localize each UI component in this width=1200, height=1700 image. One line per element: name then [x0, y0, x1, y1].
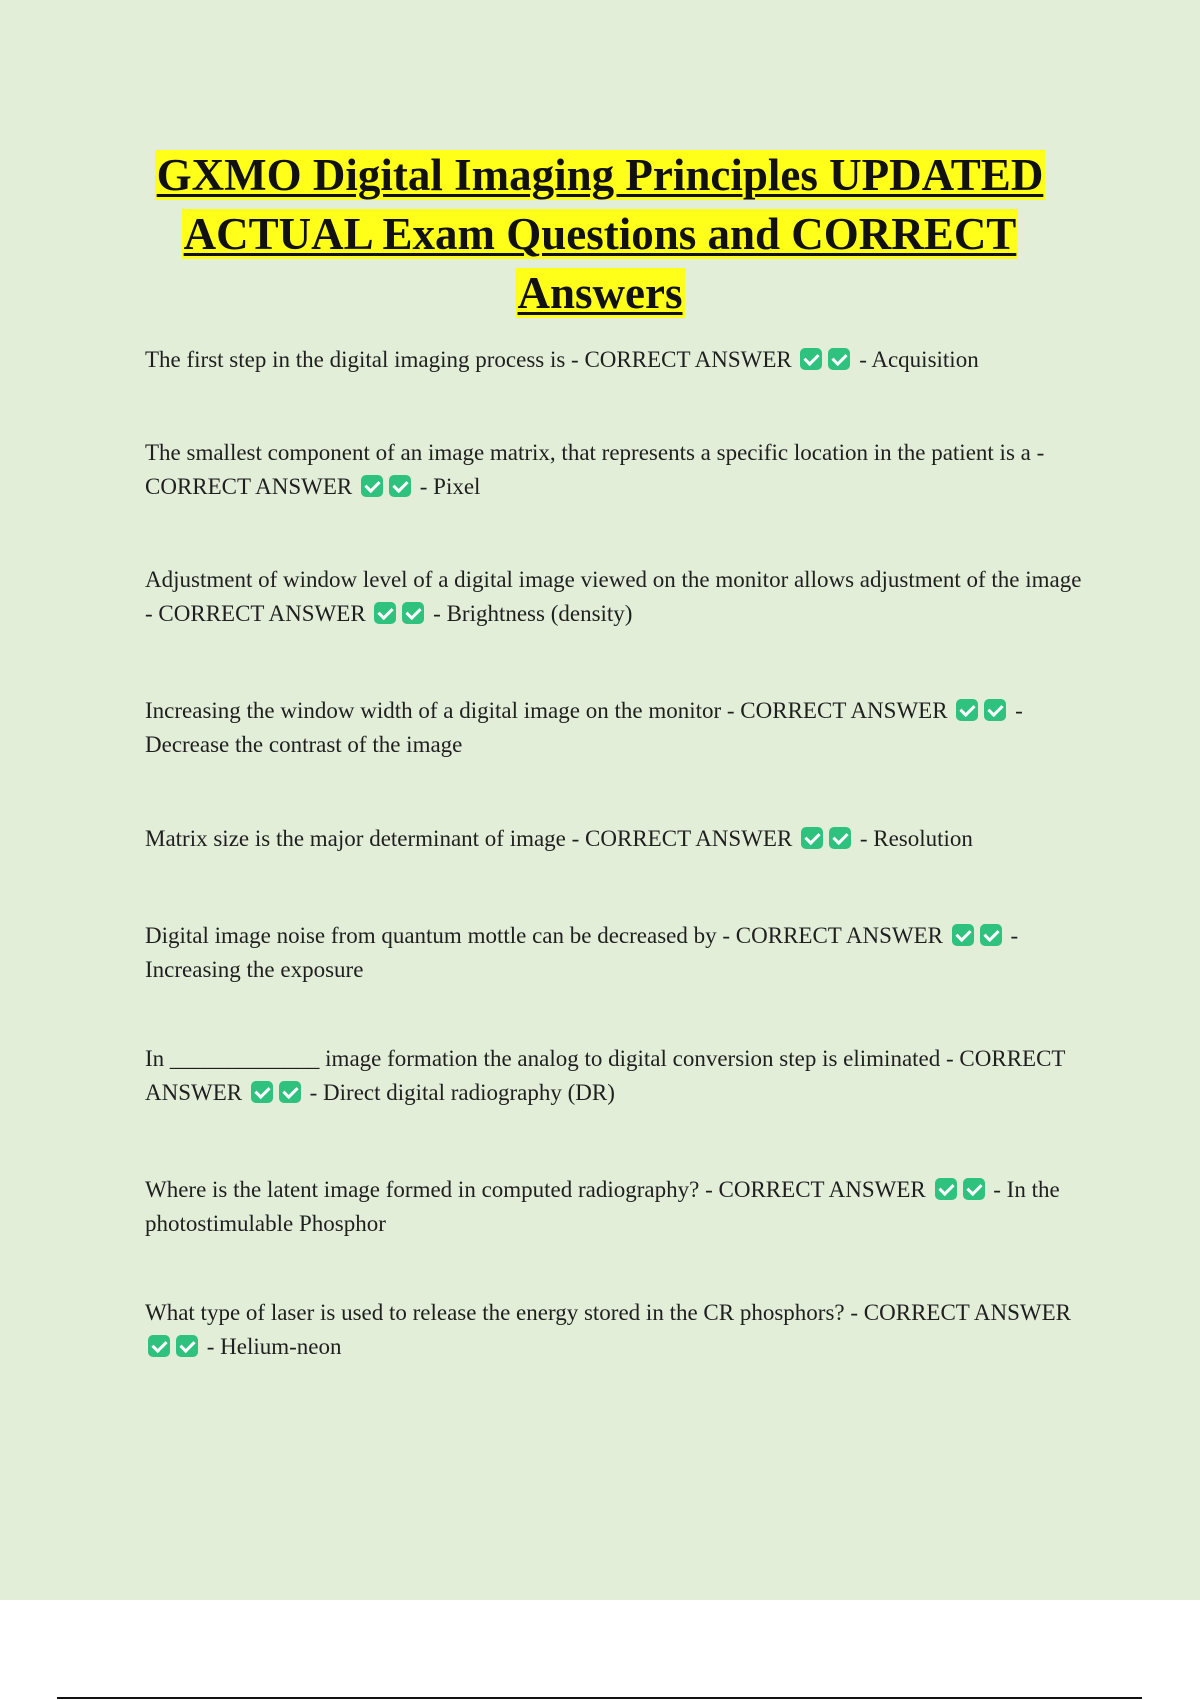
answer-text: - Pixel — [414, 474, 481, 499]
question-text: Where is the latent image formed in computed radiography? - CORRECT ANSWER — [145, 1177, 932, 1202]
answer-text: - Resolution — [854, 826, 973, 851]
check-mark-icon — [980, 924, 1002, 946]
question-text: Digital image noise from quantum mottle can be decreased by - CORRECT ANSWER — [145, 923, 949, 948]
check-mark-icon — [251, 1081, 273, 1103]
qa-item — [145, 822, 1085, 856]
check-mark-icon — [279, 1081, 301, 1103]
question-text: Increasing the window width of a digital image on the monitor - CORRECT ANSWER — [145, 698, 954, 723]
check-mark-icon — [984, 699, 1006, 721]
qa-item — [145, 563, 1085, 631]
check-mark-icon — [148, 1335, 170, 1357]
check-mark-icon — [801, 827, 823, 849]
qa-item — [145, 1042, 1085, 1110]
check-mark-icon — [829, 827, 851, 849]
question-text: Matrix size is the major determinant of image - CORRECT ANSWER — [145, 826, 799, 851]
check-mark-icon — [402, 602, 424, 624]
answer-text: - Increasing the exposure — [145, 923, 1019, 982]
qa-item — [145, 436, 1085, 504]
check-mark-icon — [361, 475, 383, 497]
qa-item — [145, 919, 1085, 987]
qa-item — [145, 694, 1085, 762]
answer-text: - Acquisition — [853, 347, 979, 372]
check-mark-icon — [374, 602, 396, 624]
qa-item — [145, 1173, 1085, 1241]
title-text: GXMO Digital Imaging Principles UPDATED ACTUAL Exam Questions and CORRECT Answers — [156, 150, 1044, 318]
question-text: The smallest component of an image matrix, that represents a specific location in the patient is a - CORRECT ANSWER — [145, 440, 1045, 499]
answer-text: - Direct digital radiography (DR) — [303, 1080, 615, 1105]
check-mark-icon — [956, 699, 978, 721]
question-text: The first step in the digital imaging process is - CORRECT ANSWER — [145, 347, 798, 372]
check-mark-icon — [952, 924, 974, 946]
document-title — [100, 146, 1100, 323]
check-mark-icon — [828, 348, 850, 370]
answer-text: - Helium-neon — [201, 1334, 342, 1359]
answer-text: - In the photostimulable Phosphor — [145, 1177, 1060, 1236]
qa-item — [145, 343, 1085, 377]
footer-divider — [57, 1697, 1142, 1699]
answer-text: - Brightness (density) — [427, 601, 633, 626]
check-mark-icon — [176, 1335, 198, 1357]
check-mark-icon — [800, 348, 822, 370]
check-mark-icon — [935, 1178, 957, 1200]
question-text: What type of laser is used to release the energy stored in the CR phosphors? - CORRECT ANSWER — [145, 1300, 1072, 1325]
qa-item — [145, 1296, 1085, 1364]
check-mark-icon — [389, 475, 411, 497]
answer-text: - Decrease the contrast of the image — [145, 698, 1023, 757]
check-mark-icon — [963, 1178, 985, 1200]
question-text: Adjustment of window level of a digital image viewed on the monitor allows adjustment of the image - CORRECT ANSWER — [145, 567, 1082, 626]
question-text: In _____________ image formation the analog to digital conversion step is eliminated - CORRECT ANSWER — [145, 1046, 1066, 1105]
